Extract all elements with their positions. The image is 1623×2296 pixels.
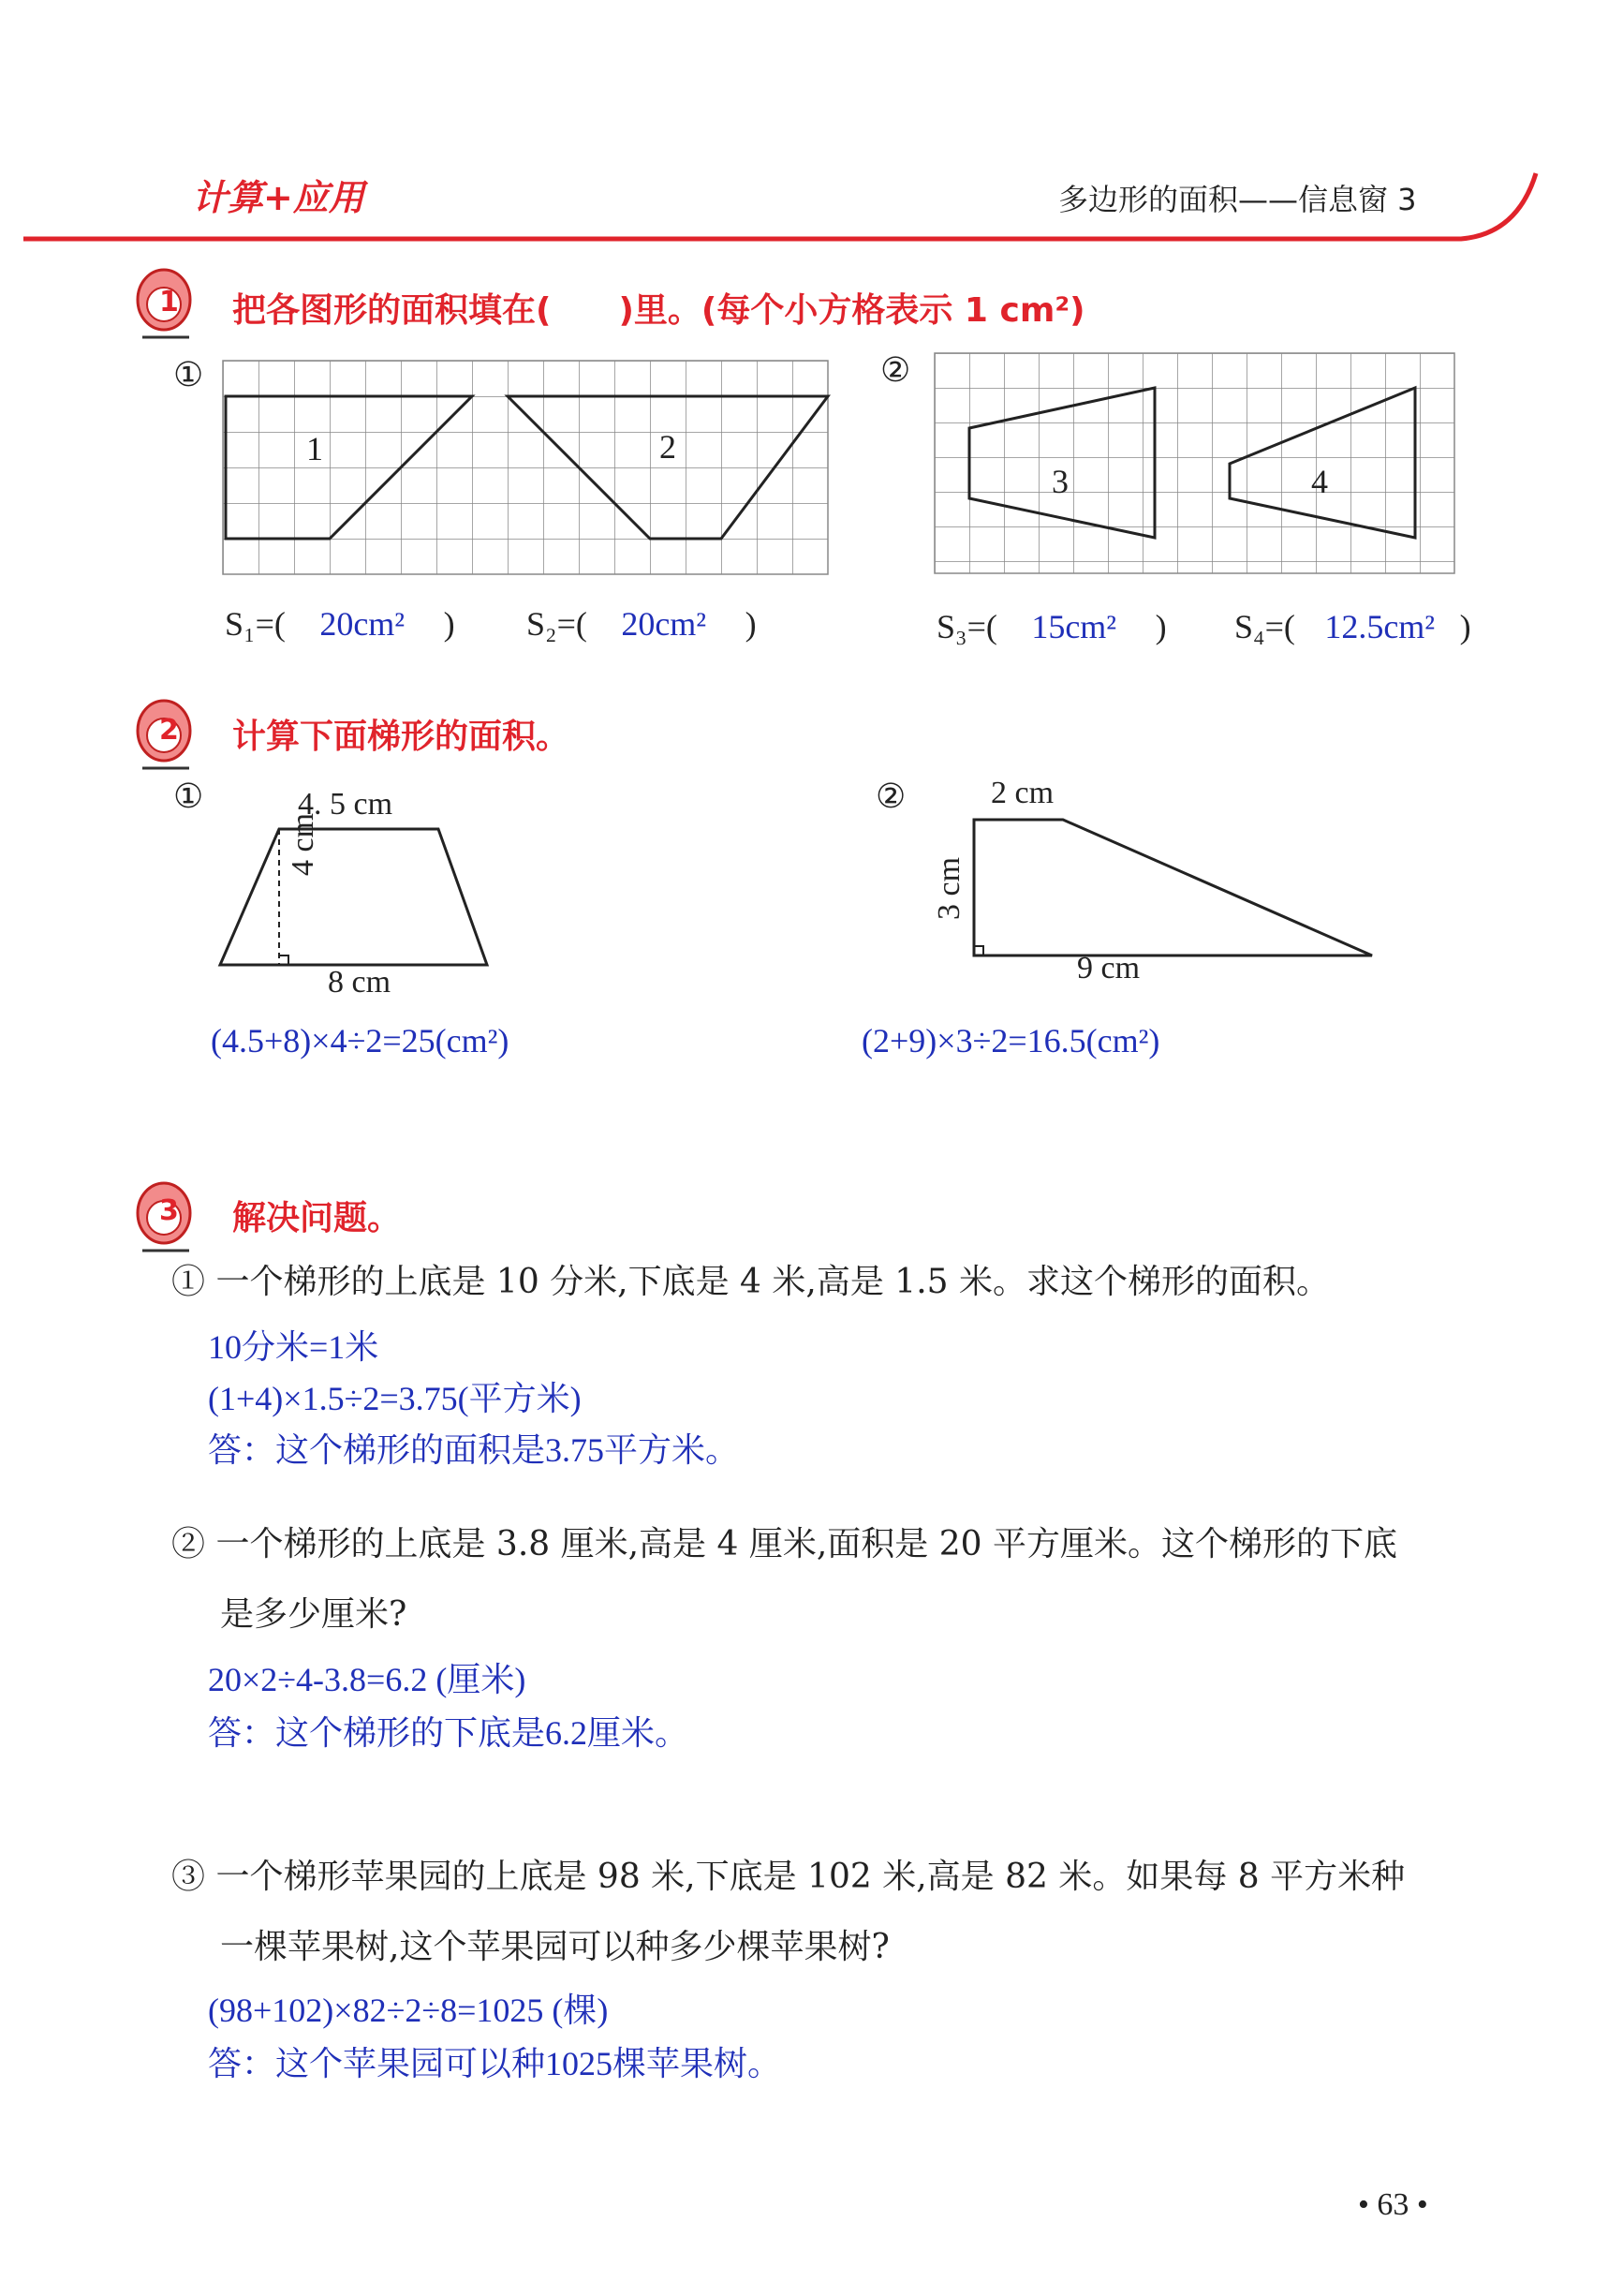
answer-s3-value: 15cm² <box>1031 608 1117 645</box>
fig2-answer: (2+9)×3÷2=16.5(cm²) <box>862 1022 1160 1059</box>
section2-number: 2 <box>159 714 179 747</box>
grid-2 <box>935 353 1459 578</box>
fig2-height-label: 3 cm <box>932 856 966 920</box>
fig1-marker: ① <box>173 778 204 816</box>
section1-part2-marker: ② <box>880 351 911 390</box>
problem1-answer-line3: 答：这个梯形的面积是3.75平方米。 <box>208 1431 740 1469</box>
problem2: ② 一个梯形的上底是 3.8 厘米,高是 4 厘米,面积是 20 平方厘米。这个梯形的下底 <box>171 1525 1397 1563</box>
problem3: ③ 一个梯形苹果园的上底是 98 米,下底是 102 米,高是 82 米。如果每 8 平方米种 <box>171 1858 1406 1896</box>
problem1: ① 一个梯形的上底是 10 分米,下底是 4 米,高是 1.5 米。求这个梯形的面积。 <box>171 1263 1330 1301</box>
header-rule <box>0 0 1623 281</box>
section1-number: 1 <box>159 286 179 318</box>
header-right: 多边形的面积——信息窗 3 <box>1058 182 1417 217</box>
shape-label-1: 1 <box>306 430 323 467</box>
problem2-answer-line1: 20×2÷4-3.8=6.2 (厘米) <box>208 1661 526 1698</box>
fig2-bottom-label: 9 cm <box>1077 951 1141 985</box>
fig1-height-label: 4 cm <box>286 812 320 876</box>
problem2-line2: 是多少厘米? <box>220 1595 407 1634</box>
section3-number: 3 <box>159 1194 179 1227</box>
fig2-marker: ② <box>876 778 907 816</box>
shape-label-2: 2 <box>659 428 676 466</box>
answer-s3: S₃=( 15cm² ) <box>937 608 1167 645</box>
fig1-bottom-label: 8 cm <box>328 965 391 1000</box>
problem3-answer-line1: (98+102)×82÷2÷8=1025 (棵) <box>208 1992 609 2029</box>
problem3-line2: 一棵苹果树,这个苹果园可以种多少棵苹果树? <box>220 1928 890 1966</box>
section3-title: 解决问题。 <box>232 1199 402 1237</box>
answer-s2: S₂=( 20cm² ) <box>526 605 757 643</box>
header-left: 计算+应用 <box>192 177 364 218</box>
problem3-answer-line2: 答：这个苹果园可以种1025棵苹果树。 <box>208 2045 782 2082</box>
trapezoid-figure-2 <box>969 815 1381 965</box>
answer-s4-value: 12.5cm² <box>1324 608 1436 645</box>
section1-title: 把各图形的面积填在( )里。(每个小方格表示 1 cm²) <box>232 291 1085 330</box>
trapezoid-figure-1 <box>215 824 496 974</box>
section1-part1-marker: ① <box>173 356 204 394</box>
fig1-answer: (4.5+8)×4÷2=25(cm²) <box>211 1022 509 1059</box>
problem2-answer-line2: 答：这个梯形的下底是6.2厘米。 <box>208 1714 689 1752</box>
answer-s1-value: 20cm² <box>319 605 406 643</box>
grid-1 <box>223 361 832 576</box>
problem1-answer-line1: 10分米=1米 <box>208 1328 379 1366</box>
page-number: • 63 • <box>1358 2187 1428 2222</box>
fig2-top-label: 2 cm <box>991 776 1055 810</box>
shape-label-4: 4 <box>1311 463 1328 500</box>
shape-label-3: 3 <box>1052 463 1069 500</box>
fig1-top-label: 4. 5 cm <box>298 787 393 822</box>
problem1-answer-line2: (1+4)×1.5÷2=3.75(平方米) <box>208 1380 582 1417</box>
section2-title: 计算下面梯形的面积。 <box>232 718 570 756</box>
answer-s2-value: 20cm² <box>621 605 707 643</box>
answer-s4: S₄=( 12.5cm² ) <box>1234 608 1471 645</box>
answer-s1: S₁=( 20cm² ) <box>225 605 455 643</box>
